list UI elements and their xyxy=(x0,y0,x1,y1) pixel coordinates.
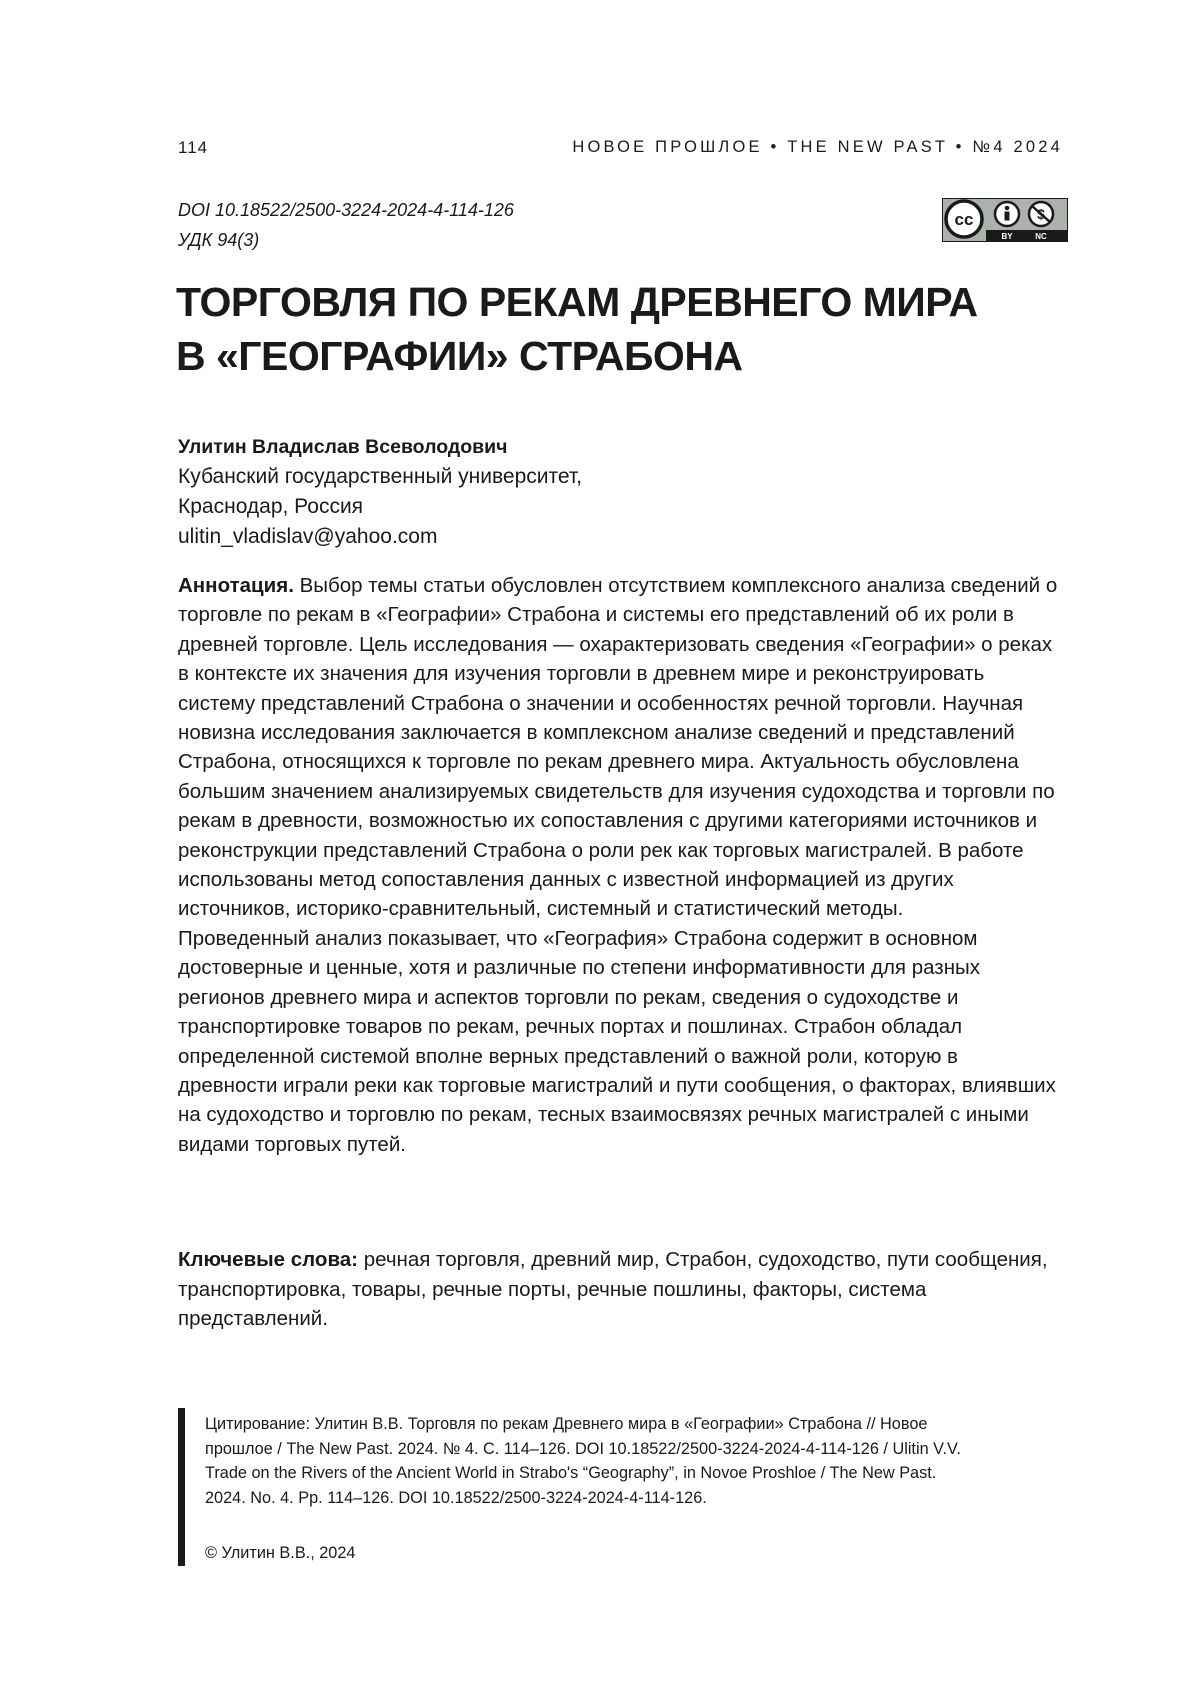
copyright: © Улитин В.В., 2024 xyxy=(205,1541,355,1565)
udk: УДК 94(3) xyxy=(178,225,514,255)
author-name: Улитин Владислав Всеволодович xyxy=(178,432,582,462)
abstract-label: Аннотация. xyxy=(178,574,294,597)
author-email[interactable]: ulitin_vladislav@yahoo.com xyxy=(178,522,582,552)
page-number: 114 xyxy=(178,138,208,158)
author-city: Краснодар, Россия xyxy=(178,492,582,522)
cc-by-nc-icon xyxy=(942,198,1068,242)
title-line-2: В «ГЕОГРАФИИ» СТРАБОНА xyxy=(176,333,743,379)
keywords-label: Ключевые слова: xyxy=(178,1248,358,1271)
title-line-1: ТОРГОВЛЯ ПО РЕКАМ ДРЕВНЕГО МИРА xyxy=(176,279,978,325)
by-label: BY xyxy=(1001,232,1013,241)
nc-label: NC xyxy=(1035,232,1047,241)
keywords-text: речная торговля, древний мир, Страбон, судоходство, пути сообщения, транспортировка, товары, речные порты, речные пошлины, факторы, система представлений. xyxy=(178,1248,1048,1330)
article-title xyxy=(176,275,1076,383)
author-block xyxy=(178,432,582,552)
citation-text: Цитирование: Улитин В.В. Торговля по рекам Древнего мира в «Географии» Страбона // Новое прошлое / The New Past. 2024. № 4. С. 114–126. DOI 10.18522/2500-3224-2024-4-114-126 / Ulitin V.V. Trade on the Rivers of the Ancient World in Strabo's “Geography”, in Novoe Proshloe / The New Past. 2024. No. 4. Pp. 114–126. DOI 10.18522/2500-3224-2024-4-114-126. xyxy=(205,1412,965,1510)
abstract xyxy=(178,571,1063,1159)
doi: DOI 10.18522/2500-3224-2024-4-114-126 xyxy=(178,195,514,225)
cc-text: cc xyxy=(955,210,974,229)
abstract-text: Выбор темы статьи обусловлен отсутствием комплексного анализа сведений о торговле по рекам в «Географии» Страбона и системы его представлений об их роли в древней торговле. Цель исследования — охарактеризовать сведения «Географии» о реках в контексте их значения для изучения торговли в древнем мире и реконструировать систему представлений Страбона о значении и особенностях речной торговли. Научная новизна исследования заключается в комплексном анализе сведений и представлений Страбона, относящихся к торговле по рекам древнего мира. Актуальность обусловлена большим значением анализируемых свидетельств для изучения судоходства и торговли по рекам в древности, возможностью их сопоставления с другими категориями источников и реконструкции представлений Страбона о роли рек как торговых магистралей. В работе использованы метод сопоставления данных с известной информацией из других источников, историко-сравнительный, системный и статистический методы. xyxy=(178,574,1057,920)
article-meta xyxy=(178,195,514,255)
keywords xyxy=(178,1245,1058,1334)
citation-bar xyxy=(178,1408,185,1566)
author-affiliation: Кубанский государственный университет, xyxy=(178,462,582,492)
abstract-text-2: Проведенный анализ показывает, что «География» Страбона содержит в основном достоверные и ценные, хотя и различные по степени информативности для разных регионов древнего мира и аспектов торговли по рекам, сведения о судоходстве и транспортировке товаров по рекам, речных портах и пошлинах. Страбон обладал определенной системой вполне верных представлений о важной роли, которую в древности играли реки как торговые магистралий и пути сообщения, о факторах, влиявших на судоходство и торговлю по рекам, тесных взаимосвязях речных магистралей с иными видами торговых путей. xyxy=(178,927,1056,1156)
journal-page xyxy=(0,0,1200,1694)
running-head: НОВОЕ ПРОШЛОЕ • THE NEW PAST • №4 2024 xyxy=(572,138,1063,157)
